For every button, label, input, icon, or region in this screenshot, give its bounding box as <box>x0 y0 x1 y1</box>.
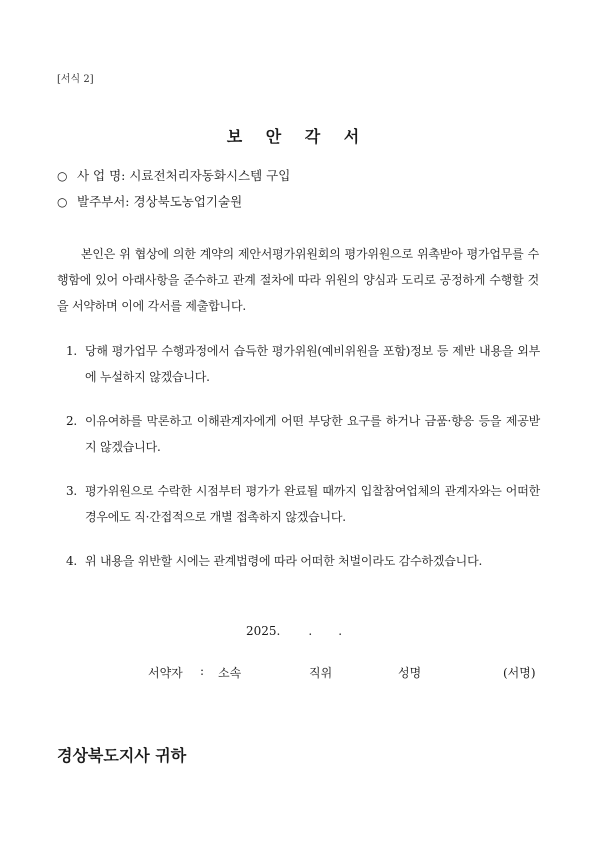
date-month-separator: . <box>308 624 313 638</box>
affiliation-label: 소속 <box>218 666 242 680</box>
item-number: 3. <box>66 484 78 498</box>
signature-placeholder: (서명) <box>503 666 536 680</box>
circle-bullet-icon: ○ <box>57 195 68 209</box>
item-number: 2. <box>66 414 78 428</box>
item-text: 당해 평가업무 수행과정에서 습득한 평가위원(예비위원을 포함)정보 등 제반 내용을 외부에 누설하지 않겠습니다. <box>85 344 540 384</box>
document-title: 보 안 각 서 <box>226 127 369 146</box>
signer-colon: : <box>200 664 205 678</box>
pledge-item <box>66 408 540 460</box>
pledge-items <box>66 338 540 592</box>
date-year: 2025. <box>246 624 281 638</box>
item-text: 위 내용을 위반할 시에는 관계법령에 따라 어떠한 처벌이라도 감수하겠습니다. <box>85 554 483 568</box>
date-day-separator: . <box>338 624 343 638</box>
circle-bullet-icon: ○ <box>57 169 68 183</box>
position-label: 직위 <box>309 666 333 680</box>
pledge-intro: 본인은 위 협상에 의한 계약의 제안서평가위원회의 평가위원으로 위촉받아 평가업무를 수행함에 있어 아래사항을 준수하고 관계 절차에 따라 위원의 양심과 도리로 공정하게 수행할 것을 서약하며 이에 각서를 제출합니다. <box>57 247 539 313</box>
form-number-label: [서식 2] <box>57 74 94 85</box>
pledge-item <box>66 338 540 390</box>
department-line <box>57 192 242 210</box>
project-name: 사 업 명: 시료전처리자동화시스템 구입 <box>77 168 291 183</box>
pledge-item <box>66 478 540 530</box>
item-number: 1. <box>66 344 78 358</box>
name-label: 성명 <box>398 666 422 680</box>
addressee: 경상북도지사 귀하 <box>57 746 187 765</box>
signer-label: 서약자 <box>148 666 183 680</box>
pledge-item <box>66 548 540 574</box>
ordering-department: 발주부서: 경상북도농업기술원 <box>77 194 243 209</box>
item-number: 4. <box>66 554 78 568</box>
project-name-line <box>57 166 290 184</box>
item-text: 이유여하를 막론하고 이해관계자에게 어떤 부당한 요구를 하거나 금품·향응 등을 제공받지 않겠습니다. <box>85 414 540 454</box>
date-line <box>246 624 342 638</box>
item-text: 평가위원으로 수락한 시점부터 평가가 완료될 때까지 입찰참여업체의 관계자와는 어떠한 경우에도 직·간접적으로 개별 접촉하지 않겠습니다. <box>85 484 540 524</box>
